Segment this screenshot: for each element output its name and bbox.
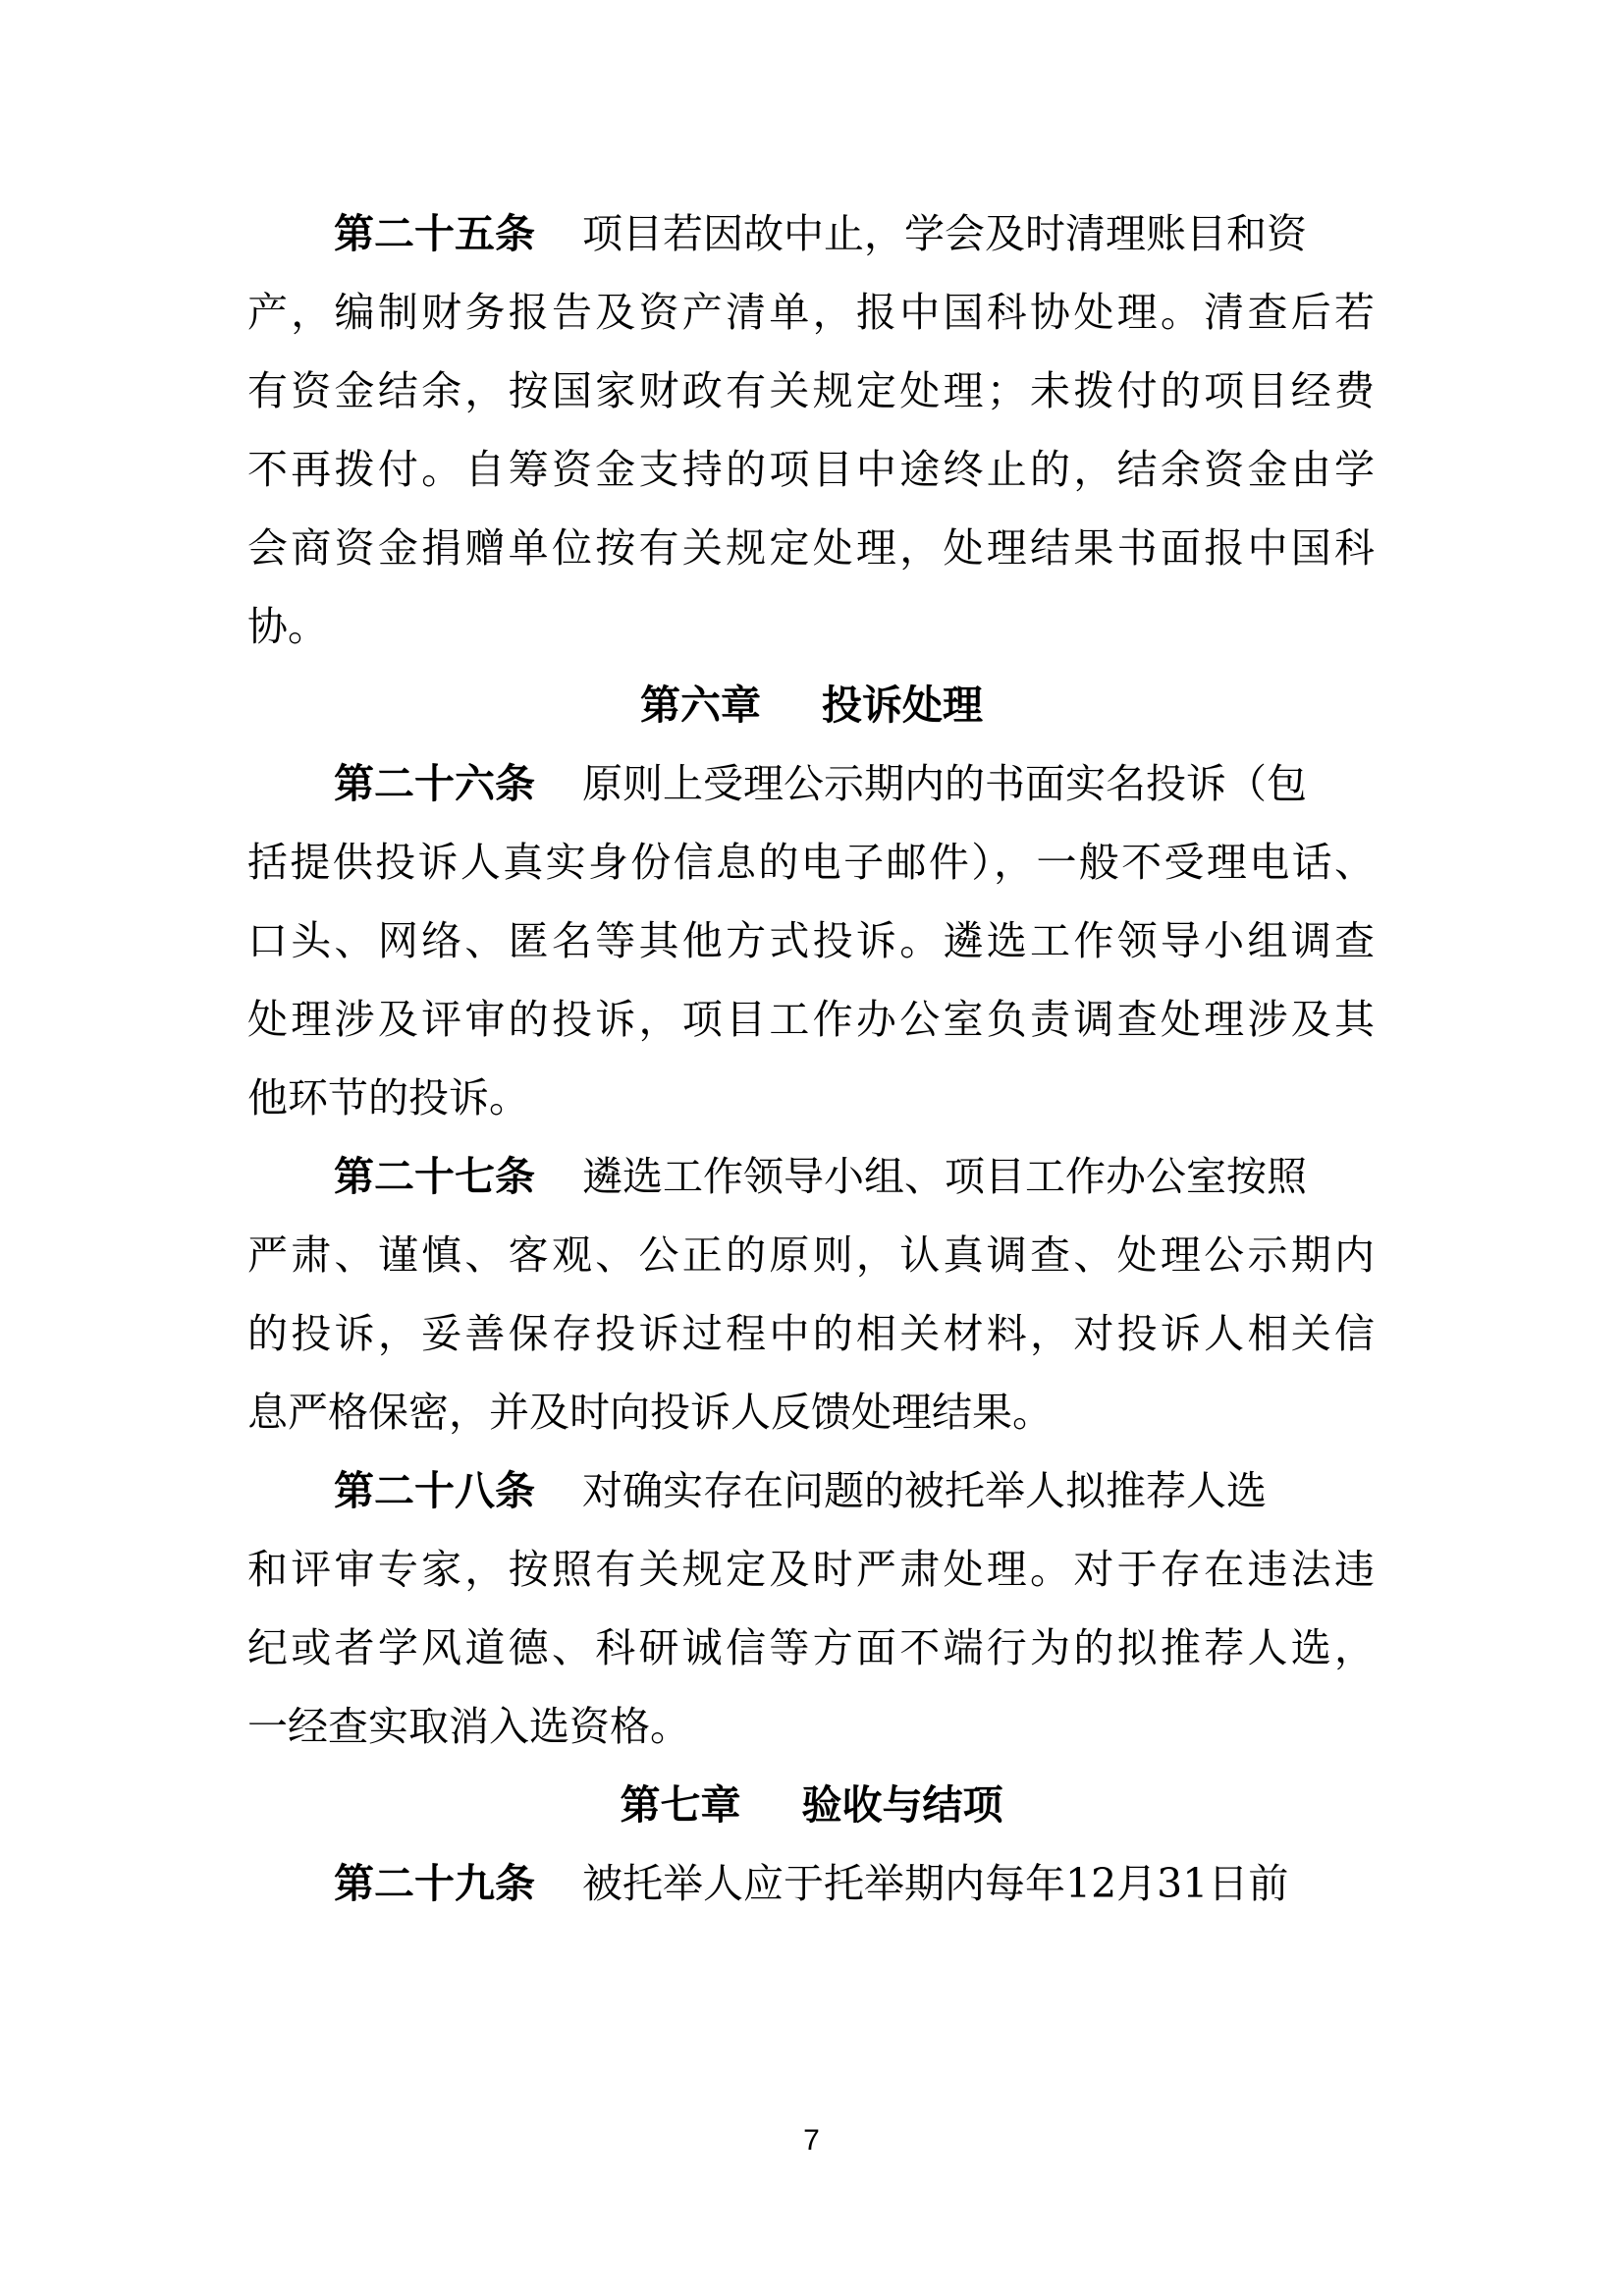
article-line: 和评审专家，按照有关规定及时严肃处理。对于存在违法违 xyxy=(247,1546,1375,1593)
article-line: 口头、网络、匿名等其他方式投诉。遴选工作领导小组调查 xyxy=(247,917,1375,964)
article-first-line xyxy=(334,1854,1288,1913)
chapter-heading xyxy=(0,676,1623,735)
page-number: 7 xyxy=(803,2124,820,2157)
article-line: 息严格保密，并及时向投诉人反馈处理结果。 xyxy=(247,1389,1053,1436)
article-first-line xyxy=(334,204,1307,263)
article-line: 括提供投诉人真实身份信息的电子邮件），一般不受理电话、 xyxy=(247,839,1375,886)
article-first-line xyxy=(334,754,1307,813)
article-text: 对确实存在问题的被托举人拟推荐人选 xyxy=(582,1467,1267,1514)
article-line: 不再拨付。自筹资金支持的项目中途终止的，结余资金由学 xyxy=(247,446,1375,493)
article-text: 被托举人应于托举期内每年12月31日前 xyxy=(582,1860,1289,1907)
article-text: 原则上受理公示期内的书面实名投诉（包 xyxy=(582,760,1307,807)
article-line: 产，编制财务报告及资产清单，报中国科协处理。清查后若 xyxy=(247,289,1375,336)
article-line: 纪或者学风道德、科研诚信等方面不端行为的拟推荐人选， xyxy=(247,1624,1375,1671)
article-line: 的投诉，妥善保存投诉过程中的相关材料，对投诉人相关信 xyxy=(247,1310,1375,1357)
article-line: 处理涉及评审的投诉，项目工作办公室负责调查处理涉及其 xyxy=(247,996,1375,1043)
chapter-heading xyxy=(0,1776,1623,1834)
article-line: 协。 xyxy=(247,603,328,650)
chapter-title: 验收与结项 xyxy=(801,1781,1003,1829)
chapter-number: 第七章 xyxy=(620,1781,741,1829)
article-line: 他环节的投诉。 xyxy=(247,1074,529,1121)
article-line: 一经查实取消入选资格。 xyxy=(247,1703,690,1750)
article-first-line xyxy=(334,1461,1267,1520)
article-number: 第二十六条 xyxy=(334,760,535,807)
article-number: 第二十五条 xyxy=(334,210,535,257)
article-line: 有资金结余，按国家财政有关规定处理；未拨付的项目经费 xyxy=(247,367,1375,414)
article-text: 遴选工作领导小组、项目工作办公室按照 xyxy=(582,1153,1307,1200)
article-number: 第二十七条 xyxy=(334,1153,535,1200)
article-number: 第二十八条 xyxy=(334,1467,535,1514)
article-number: 第二十九条 xyxy=(334,1860,535,1907)
article-text: 项目若因故中止，学会及时清理账目和资 xyxy=(582,210,1307,257)
chapter-title: 投诉处理 xyxy=(822,682,983,729)
chapter-number: 第六章 xyxy=(640,682,761,729)
article-line: 会商资金捐赠单位按有关规定处理，处理结果书面报中国科 xyxy=(247,524,1375,572)
article-line: 严肃、谨慎、客观、公正的原则，认真调查、处理公示期内 xyxy=(247,1231,1375,1279)
article-first-line xyxy=(334,1147,1307,1206)
